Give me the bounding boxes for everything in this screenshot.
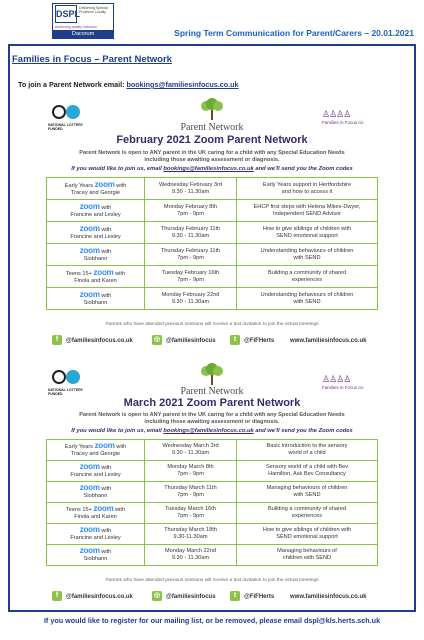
zoom-logo: zoom [79,525,100,534]
schedule-table [46,439,378,566]
date-cell: Monday March 8th 7pm - 9pm [145,461,237,482]
zoom-logo: zoom [79,245,100,255]
schedule-row [47,178,378,200]
logo-area: Dacorum [53,30,113,38]
facilitator-cell: zoom with Siobhann [47,288,145,310]
facilitator-cell: Teens 15+ zoom with Finola and Karen [47,266,145,288]
instagram-link[interactable]: ◎ @familiesinfocus [153,336,216,344]
top-bar [0,0,424,42]
topic-cell: How to give siblings of children with SEND emotional support [237,222,378,244]
twitter-icon: t [230,591,240,601]
instagram-icon: ◎ [153,336,161,344]
tree-icon [196,98,228,122]
zoom-logo: zoom [79,223,100,233]
schedule-row [47,200,378,222]
schedule-row [47,461,378,482]
facilitator-cell: zoom with Francine and Lesley [47,222,145,244]
schedule-row [47,222,378,244]
join-email[interactable]: bookings@familiesinfocus.co.uk [163,428,254,434]
zoom-logo: zoom [79,201,100,211]
facilitator-cell: Early Years zoom with Tracey and Georgie [47,440,145,461]
join-text: If you would like to join us, email bookings@familiesinfocus.co.uk and we'll send you the Zoom codes [71,166,353,172]
website-link[interactable]: www.familiesinfocus.co.uk [290,338,367,344]
date-cell: Wednesday February 3rd 9.30 - 11.30am [145,178,237,200]
page-title: Spring Term Communication for Parent/Carers – 20.01.2021 [174,28,414,38]
join-text: If you would like to join us, email bookings@familiesinfocus.co.uk and we'll send you the Zoom codes [71,428,353,434]
date-cell: Thursday February 11th 9.30 - 11.30am [145,222,237,244]
join-line [18,80,239,89]
february-flyer [40,97,384,351]
zoom-logo: zoom [79,483,100,492]
logo-abbr: DSPL [55,5,77,23]
intro-text-1: Parent Network is open to ANY parent in the UK caring for a child with any Special Education Needs [79,150,345,156]
dspl-logo [52,3,114,39]
date-cell: Thursday March 18th 9.30-11.30am [145,524,237,545]
logo-tagline: Delivering Special Provision Locally [79,6,108,15]
facilitator-cell: zoom with Francine and Lesley [47,524,145,545]
schedule-row [47,288,378,310]
facilitator-cell: zoom with Siobhann [47,482,145,503]
attendance-note: Parents who have attended previous sessions will receive a text invitation to join the virtual meetings [105,322,319,327]
zoom-logo: zoom [94,179,115,189]
tree-icon [196,363,228,387]
twitter-icon: t [230,335,240,345]
families-in-focus-logo: ♙♙♙♙ Families in Focus cic [322,374,380,400]
intro-text-1: Parent Network is open to ANY parent in the UK caring for a child with any Special Education Needs [79,412,345,418]
zoom-logo: zoom [93,267,114,277]
facebook-link[interactable]: f @familiesinfocus.co.uk [52,335,133,347]
schedule-row [47,482,378,503]
people-icon: ♙♙♙♙ [322,109,351,119]
zoom-logo: zoom [93,504,114,513]
facilitator-cell: zoom with Siobhann [47,545,145,566]
twitter-link[interactable]: t @FiFHerts [230,591,274,603]
march-flyer [40,362,384,607]
flyer-title: March 2021 Zoom Parent Network [123,397,301,409]
topic-cell: Managing behaviours of children with SEND [237,545,378,566]
facebook-link[interactable]: f @familiesinfocus.co.uk [52,591,133,603]
zoom-logo: zoom [79,546,100,555]
facilitator-cell: Teens 15+ zoom with Finola and Karen [47,503,145,524]
topic-cell: Basic introduction to the sensory world of a child [237,440,378,461]
date-cell: Monday February 8th 7pm - 9pm [145,200,237,222]
topic-cell: Understanding behaviours of children with SEND [237,244,378,266]
intro-text-2: including those awaiting assessment or diagnosis. [144,419,280,425]
schedule-row [47,244,378,266]
topic-cell: Managing behaviours of children with SEND [237,482,378,503]
topic-cell: How to give siblings of children with SEND emotional support [237,524,378,545]
date-cell: Tuesday February 16th 7pm - 9pm [145,266,237,288]
topic-cell: Building a community of shared experiences [237,266,378,288]
footer-note: If you would like to register for our mailing list, or be removed, please email dspl@kls.herts.sch.uk [43,616,381,625]
flyer-title: February 2021 Zoom Parent Network [116,134,308,146]
zoom-logo: zoom [79,289,100,299]
date-cell: Monday March 22nd 9.30 - 11.30am [145,545,237,566]
facilitator-cell: Early Years zoom with Tracey and Georgie [47,178,145,200]
logo-tagline-2: Achieving quality inclusion [55,25,97,29]
brand-title: Parent Network [180,122,244,133]
social-links [46,335,378,349]
schedule-row [47,524,378,545]
join-email[interactable]: bookings@familiesinfocus.co.uk [163,166,254,172]
date-cell: Wednesday March 3rd 9.30 - 11.30am [145,440,237,461]
facebook-icon: f [52,335,62,345]
zoom-logo: zoom [94,441,115,450]
date-cell: Thursday February 11th 7pm - 9pm [145,244,237,266]
schedule-row [47,440,378,461]
topic-cell: Sensory world of a child with Bev Hamilton, Ask Bev Consultancy [237,461,378,482]
topic-cell: Understanding behaviours of children with SEND [237,288,378,310]
instagram-link[interactable]: ◎ @familiesinfocus [153,592,216,600]
topic-cell: Early Years support in Hertfordshire and how to access it [237,178,378,200]
social-links [46,591,378,605]
topic-cell: EHCP first steps with Helena Mikes-Dwyer, Independent SEND Advisor [237,200,378,222]
section-title: Families in Focus – Parent Network [12,54,172,65]
instagram-icon: ◎ [153,592,161,600]
lottery-label: NATIONAL LOTTERY FUNDED [48,388,83,396]
date-cell: Tuesday March 16th 7pm - 9pm [145,503,237,524]
facilitator-cell: zoom with Francine and Lesley [47,200,145,222]
join-prefix: To join a Parent Network email: [18,80,127,89]
brand-title: Parent Network [180,386,244,397]
join-email-link[interactable]: bookings@familiesinfocus.co.uk [126,80,239,89]
facilitator-cell: zoom with Siobhann [47,244,145,266]
lottery-label: NATIONAL LOTTERY FUNDED [48,123,83,131]
date-cell: Monday February 22nd 9.30 - 11.30am [145,288,237,310]
intro-text-2: including those awaiting assessment or diagnosis. [144,157,280,163]
schedule-row [47,503,378,524]
families-in-focus-logo: ♙♙♙♙ Families in Focus cic [322,109,380,135]
zoom-logo: zoom [79,462,100,471]
topic-cell: Building a community of shared experiences [237,503,378,524]
date-cell: Thursday March 11th 7pm - 9pm [145,482,237,503]
website-link[interactable]: www.familiesinfocus.co.uk [290,594,367,600]
schedule-row [47,545,378,566]
facebook-icon: f [52,591,62,601]
schedule-table [46,177,378,310]
schedule-row [47,266,378,288]
attendance-note: Parents who have attended previous sessions will receive a text invitation to join the virtual meetings [105,578,319,583]
twitter-link[interactable]: t @FiFHerts [230,335,274,347]
people-icon: ♙♙♙♙ [322,374,351,384]
facilitator-cell: zoom with Francine and Lesley [47,461,145,482]
